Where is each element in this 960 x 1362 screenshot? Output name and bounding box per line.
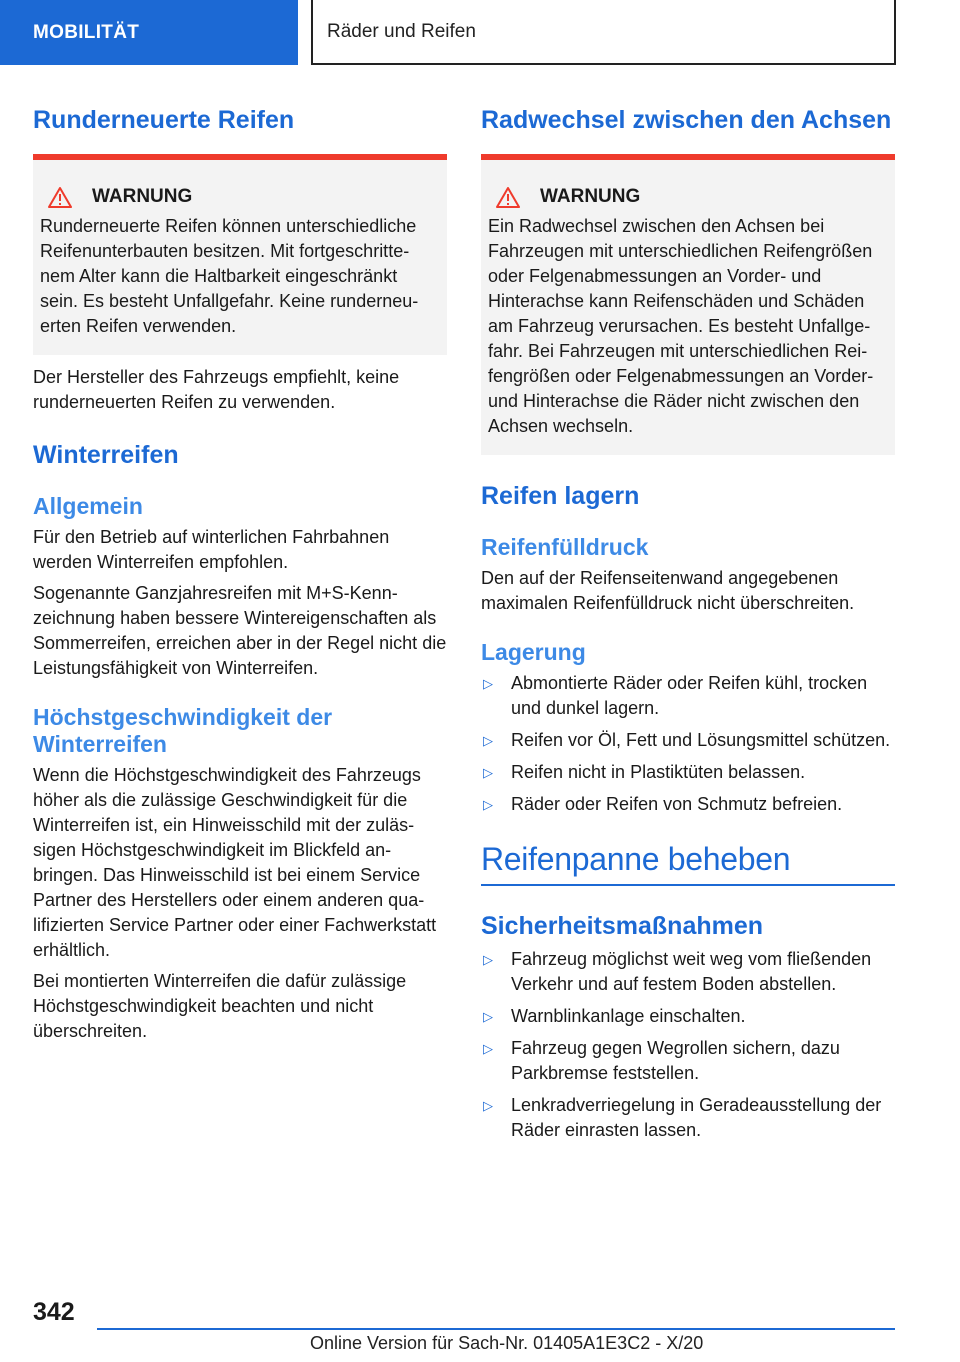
triangle-right-icon: ▷ xyxy=(483,1098,493,1113)
chapter-heading: Reifenpanne beheben xyxy=(481,841,791,877)
triangle-right-icon: ▷ xyxy=(483,765,493,780)
paragraph: Sogenannte Ganzjahresreifen mit M+S-Kennzeichnung haben bessere Wintereigenschaften als Sommerreifen, erreichen aber in der Regel nicht die Leistungsfähigkeit von Winterreifen. xyxy=(33,583,447,678)
subheading-lagerung: Lagerung xyxy=(481,639,586,665)
list-item-text: Warnblinkanlage einschalten. xyxy=(511,1006,746,1026)
footer-rule xyxy=(97,1328,895,1330)
paragraph: Den auf der Reifenseitenwand angegebenen maximalen Reifenfülldruck nicht überschreiten. xyxy=(481,568,855,613)
warning-label: WARNUNG xyxy=(540,186,641,207)
warning-box xyxy=(481,160,895,455)
left-column xyxy=(33,100,447,1044)
list-item-text: Räder oder Reifen von Schmutz befreien. xyxy=(511,794,843,814)
list-item-text: Abmontierte Räder oder Reifen kühl, trocken und dunkel lagern. xyxy=(511,673,868,718)
list-item xyxy=(481,671,895,721)
warning-header xyxy=(48,186,438,208)
triangle-right-icon: ▷ xyxy=(483,1041,493,1056)
list-item-text: Fahrzeug gegen Wegrollen sichern, dazu Parkbremse feststellen. xyxy=(511,1038,840,1083)
list-item xyxy=(481,1004,895,1029)
triangle-right-icon: ▷ xyxy=(483,797,493,812)
right-column xyxy=(481,100,895,1150)
paragraph: Bei montierten Winterreifen die dafür zulässige Höchstgeschwindigkeit beachten und nicht überschreiten. xyxy=(33,971,407,1041)
heading-radwechsel: Radwechsel zwischen den Achsen xyxy=(481,106,892,134)
warning-text: Runderneuerte Reifen können unterschiedliche Reifenunterbauten besitzen. Mit fortgeschrittenem Alter kann die Haltbarkeit eingeschränkt sein. Es besteht Unfallgefahr. Keine runderneuerten Reifen verwenden. xyxy=(40,216,419,336)
heading-winterreifen: Winterreifen xyxy=(33,441,179,469)
chapter-tab[interactable] xyxy=(0,0,298,65)
paragraph: Wenn die Höchstgeschwindigkeit des Fahrzeugs höher als die zulässige Geschwindigkeit für die Winterreifen ist, ein Hinweisschild mit der zulässigen Höchstgeschwindigkeit im Blickfeld anbringen. Das Hinweisschild ist bei einem Service Partner des Herstellers oder einem anderen qualifizierten Service Partner oder einer Fachwerkstatt erhältlich. xyxy=(33,765,437,960)
subheading-reifenfuelldruck: Reifenfülldruck xyxy=(481,534,649,560)
list-item xyxy=(481,1093,895,1143)
paragraph: Der Hersteller des Fahrzeugs empfiehlt, keine runderneuerten Reifen zu verwenden. xyxy=(33,367,400,412)
section-header xyxy=(311,0,896,65)
chapter-rule xyxy=(481,884,895,886)
triangle-right-icon: ▷ xyxy=(483,676,493,691)
list-item-text: Fahrzeug möglichst weit weg vom fließenden Verkehr und auf festem Boden abstellen. xyxy=(511,949,872,994)
triangle-right-icon: ▷ xyxy=(483,952,493,967)
page-number: 342 xyxy=(33,1298,75,1326)
list-item xyxy=(481,1036,895,1086)
list-item-text: Reifen vor Öl, Fett und Lösungsmittel schützen. xyxy=(511,730,891,750)
storage-list xyxy=(481,671,895,817)
warning-text: Ein Radwechsel zwischen den Achsen bei Fahrzeugen mit unterschiedlichen Reifengrößen oder Felgenabmessungen an Vorder- und Hinterachse kann Reifenschäden und Schäden am Fahrzeug verursachen. Es besteht Unfallgefahr. Bei Fahrzeugen mit unterschiedlichen Reifengrößen oder Felgenabmessungen an Vorder- und Hinterachse die Räder nicht zwischen den Achsen wechseln. xyxy=(488,216,874,436)
heading-reifen-lagern: Reifen lagern xyxy=(481,482,640,510)
warning-box xyxy=(33,160,447,355)
list-item xyxy=(481,760,895,785)
warning-header xyxy=(496,186,886,208)
triangle-right-icon: ▷ xyxy=(483,733,493,748)
list-item xyxy=(481,728,895,753)
subheading-allgemein: Allgemein xyxy=(33,493,143,519)
warning-triangle-icon xyxy=(496,186,520,208)
subheading-hoechstgeschwindigkeit: Höchstgeschwindigkeit der Winterreifen xyxy=(33,704,333,757)
safety-list xyxy=(481,947,895,1143)
warning-triangle-icon xyxy=(48,186,72,208)
online-version-text: Online Version für Sach-Nr. 01405A1E3C2 - X/20 xyxy=(310,1333,704,1353)
heading-sicherheitsmassnahmen: Sicherheitsmaßnahmen xyxy=(481,912,764,940)
list-item-text: Reifen nicht in Plastiktüten belassen. xyxy=(511,762,806,782)
list-item-text: Lenkradverriegelung in Geradeausstellung der Räder einrasten lassen. xyxy=(511,1095,882,1140)
list-item xyxy=(481,792,895,817)
paragraph: Für den Betrieb auf winterlichen Fahrbahnen werden Winterreifen empfohlen. xyxy=(33,527,390,572)
chapter-tab-label: MOBILITÄT xyxy=(33,21,140,43)
list-item xyxy=(481,947,895,997)
triangle-right-icon: ▷ xyxy=(483,1009,493,1024)
warning-label: WARNUNG xyxy=(92,186,193,207)
heading-runderneuerte-reifen: Runderneuerte Reifen xyxy=(33,106,295,134)
section-header-label: Räder und Reifen xyxy=(327,20,476,42)
